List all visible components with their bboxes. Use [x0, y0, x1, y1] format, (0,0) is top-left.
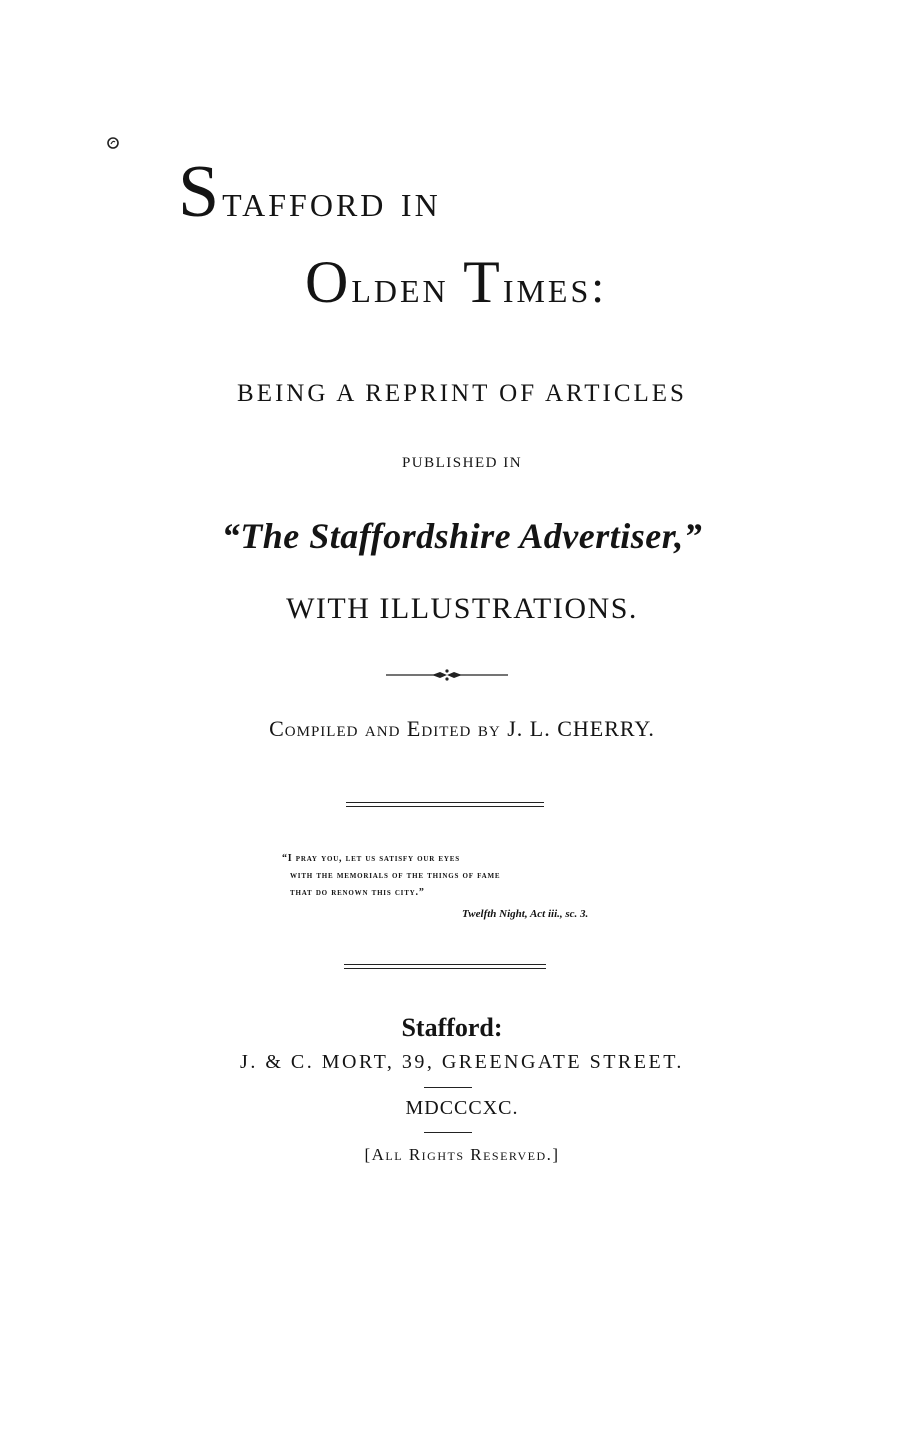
quotation-line-2: with the memorials of the things of fame	[290, 870, 501, 881]
short-rule-2	[424, 1132, 472, 1133]
imprint-place: Stafford:	[401, 1013, 503, 1042]
illustrations-note: WITH ILLUSTRATIONS.	[286, 592, 638, 625]
quotation-citation: Twelfth Night, Act iii., sc. 3.	[462, 908, 589, 920]
subtitle-line-1: BEING A REPRINT OF ARTICLES	[237, 380, 687, 407]
double-rule-bottom	[344, 964, 546, 969]
subtitle-line-2: PUBLISHED IN	[401, 455, 523, 471]
double-rule-top	[346, 802, 544, 807]
title-line-2: Olden Times:	[305, 249, 608, 315]
short-rule-1	[424, 1087, 472, 1088]
imprint-year: MDCCCXC.	[405, 1097, 519, 1119]
imprint-rights: [All Rights Reserved.]	[364, 1145, 560, 1164]
ornament-divider-icon	[384, 668, 510, 682]
page-mark-icon	[106, 136, 120, 150]
newspaper-title: “The Staffordshire Advertiser,”	[221, 516, 703, 556]
compiled-by: Compiled and Edited by J. L. CHERRY.	[269, 716, 655, 741]
quotation	[282, 850, 652, 901]
imprint-publisher: J. & C. MORT, 39, GREENGATE STREET.	[240, 1051, 684, 1073]
quotation-line-1: “I pray you, let us satisfy our eyes	[282, 853, 460, 864]
title-line-1: Stafford in	[178, 151, 441, 233]
quotation-line-3: that do renown this city.”	[290, 887, 425, 898]
